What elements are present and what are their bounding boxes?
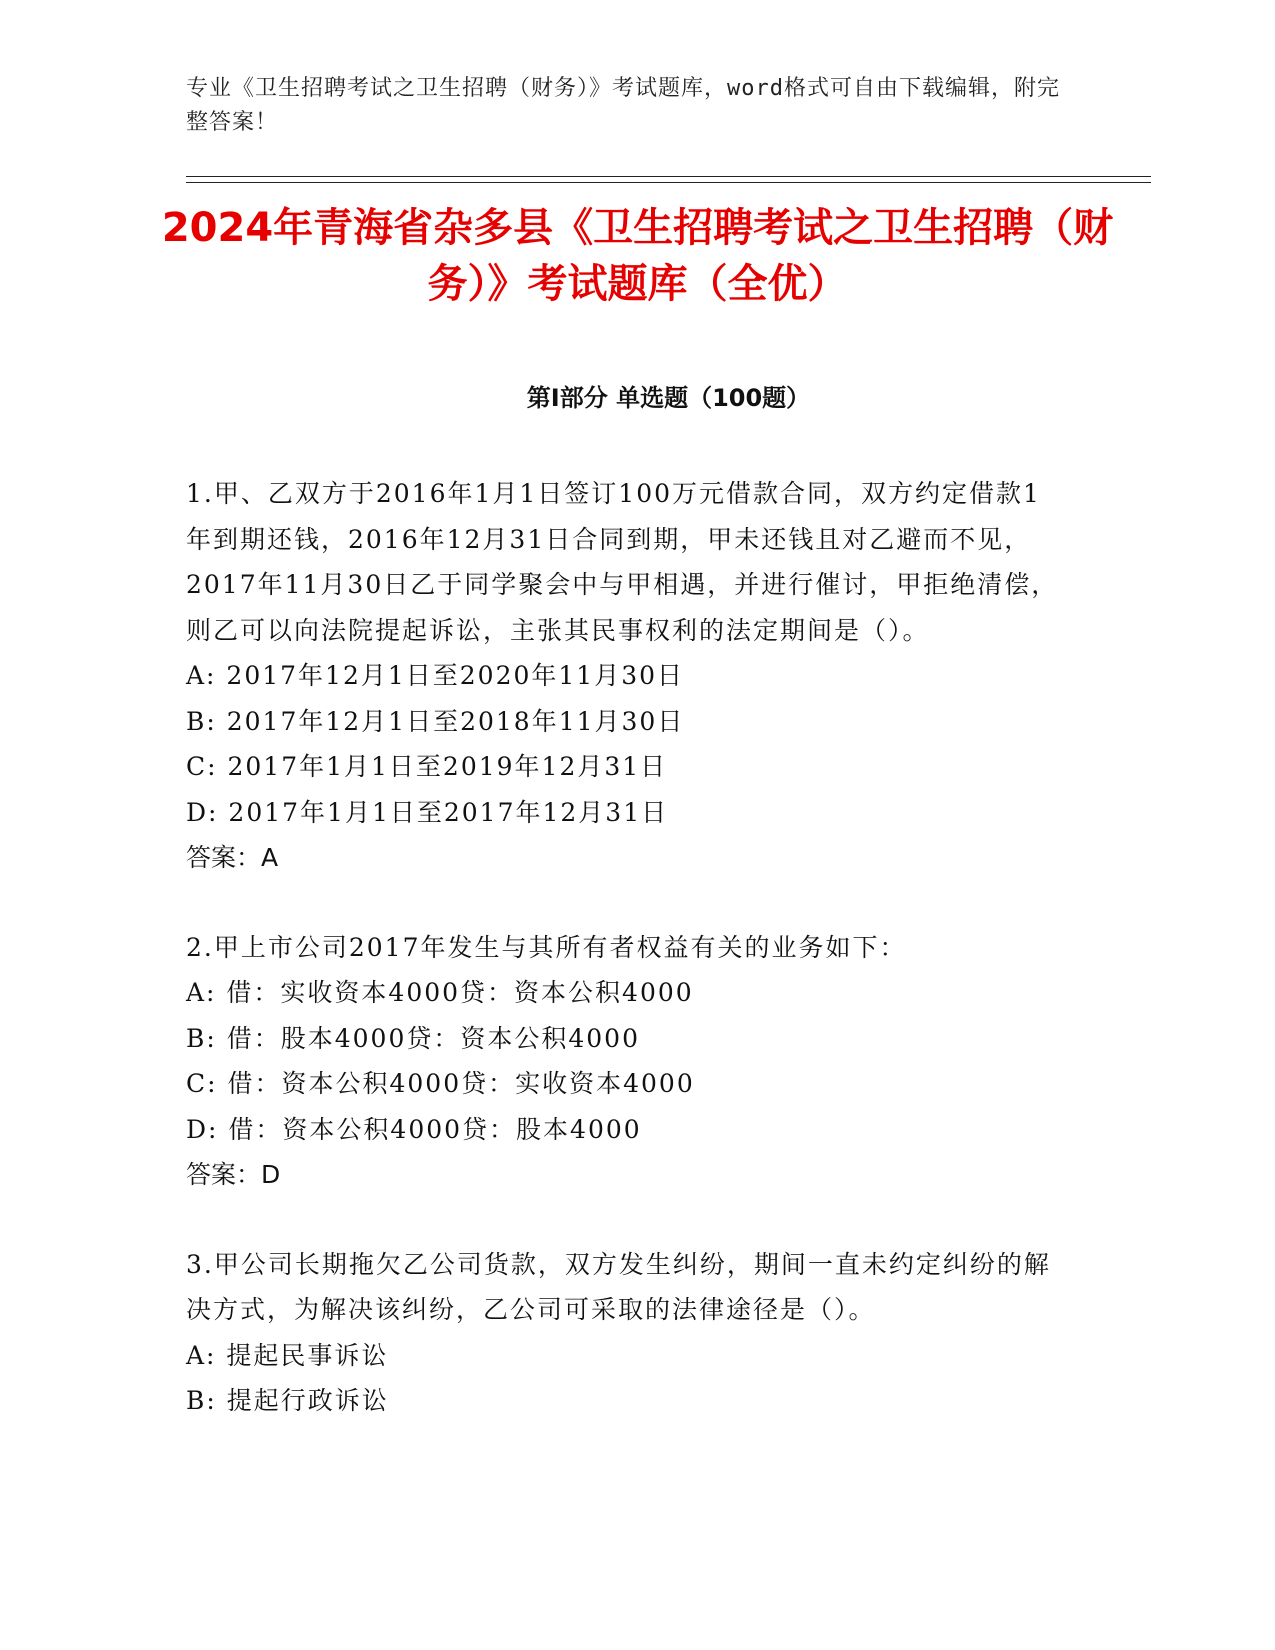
question-2: [186, 925, 1066, 1198]
option-c: C: 2017年1月1日至2019年12月31日: [186, 752, 668, 781]
option-b: B: 2017年12月1日至2018年11月30日: [186, 706, 685, 736]
header-rule-bottom: [186, 182, 1151, 183]
header-note: 专业《卫生招聘考试之卫生招聘（财务）》考试题库，word格式可自由下载编辑，附完整答案！: [186, 76, 1060, 135]
option-c: C: 借：资本公积4000贷：实收资本4000: [186, 1069, 695, 1098]
option-a: A: 借：实收资本4000贷：资本公积4000: [186, 978, 694, 1007]
option-a: A: 提起民事诉讼: [186, 1340, 389, 1370]
section-heading: 第Ⅰ部分 单选题（100题）: [526, 384, 811, 412]
answer-line: [186, 1152, 1066, 1198]
answer-value: D: [261, 1160, 281, 1189]
option-a: A: 2017年12月1日至2020年11月30日: [186, 661, 685, 690]
answer-value: A: [261, 843, 279, 872]
answer-label: 答案：: [186, 843, 262, 872]
header-rule-top: [186, 176, 1151, 177]
document-title: 2024年青海省杂多县《卫生招聘考试之卫生招聘（财务）》考试题库（全优）: [161, 205, 1114, 307]
option-d: D: 2017年1月1日至2017年12月31日: [186, 797, 669, 827]
option-b: B: 借：股本4000贷：资本公积4000: [186, 1023, 640, 1053]
answer-line: [186, 835, 1066, 881]
question-stem: 2.甲上市公司2017年发生与其所有者权益有关的业务如下：: [186, 932, 907, 962]
question-list: [186, 471, 1066, 1468]
answer-label: 答案：: [186, 1160, 262, 1189]
question-stem: 3.甲公司长期拖欠乙公司货款，双方发生纠纷，期间一直未约定纠纷的解决方式，为解决该纠纷，乙公司可采取的法律途径是（）。: [186, 1249, 1051, 1324]
option-b: B: 提起行政诉讼: [186, 1386, 389, 1415]
question-1: [186, 471, 1066, 881]
option-d: D: 借：资本公积4000贷：股本4000: [186, 1114, 642, 1144]
question-3: [186, 1242, 1066, 1424]
question-stem: 1.甲、乙双方于2016年1月1日签订100万元借款合同，双方约定借款1年到期还钱，2016年12月31日合同到期，甲未还钱且对乙避而不见，2017年11月30日乙于同学聚会中与甲相遇，并进行催讨，甲拒绝清偿，则乙可以向法院提起诉讼，主张其民事权利的法定期间是（）。: [186, 479, 1059, 645]
